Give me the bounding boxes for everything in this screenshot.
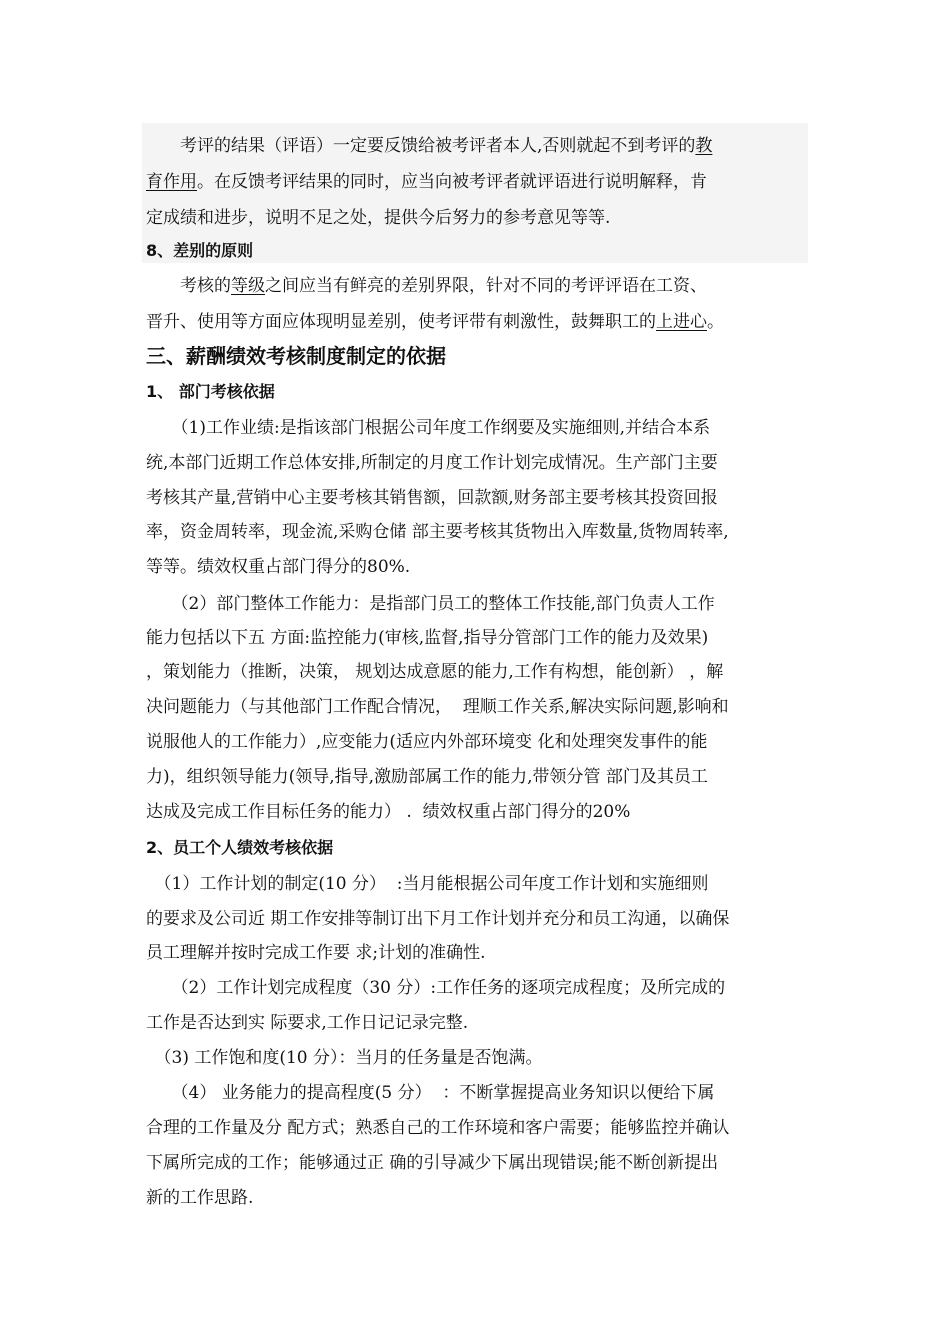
paragraph-line: （2）工作计划完成程度（30 分）:工作任务的逐项完成程度；及所完成的 bbox=[146, 978, 726, 998]
paragraph-line: 统,本部门近期工作总体安排,所制定的月度工作计划完成情况。生产部门主要 bbox=[146, 453, 718, 473]
underlined-term: 等级 bbox=[231, 276, 265, 296]
paragraph-line: 能力包括以下五 方面:监控能力(审核,监督,指导分管部门工作的能力及效果) bbox=[146, 628, 709, 648]
paragraph-line: （4） 业务能力的提高程度(5 分） ：不断掌握提高业务知识以便给下属 bbox=[146, 1083, 715, 1103]
paragraph-line: 定成绩和进步，说明不足之处，提供今后努力的参考意见等等. bbox=[146, 208, 611, 228]
paragraph-line: （2）部门整体工作能力：是指部门员工的整体工作技能,部门负责人工作 bbox=[146, 594, 715, 614]
paragraph-line: 合理的工作量及分 配方式；熟悉自己的工作环境和客户需要；能够监控并确认 bbox=[146, 1118, 730, 1138]
paragraph-line: 的要求及公司近 期工作安排等制订出下月工作计划并充分和员工沟通，以确保 bbox=[146, 909, 730, 929]
paragraph-line: 晋升、使用等方面应体现明显差别，使考评带有刺激性，鼓舞职工的上进心。 bbox=[146, 312, 724, 332]
paragraph-line: ，策划能力（推断，决策， 规划达成意愿的能力,工作有构想，能创新） ，解 bbox=[146, 662, 724, 682]
paragraph-line: 新的工作思路. bbox=[146, 1188, 254, 1208]
paragraph-line: 考核其产量,营销中心主要考核其销售额，回款额,财务部主要考核其投资回报 bbox=[146, 488, 718, 508]
chapter-heading: 三、薪酬绩效考核制度制定的依据 bbox=[146, 344, 446, 368]
paragraph-line: （1）工作计划的制定(10 分） :当月能根据公司年度工作计划和实施细则 bbox=[146, 874, 709, 894]
paragraph-line: 等等。绩效权重占部门得分的80%. bbox=[146, 557, 411, 577]
underlined-term: 育作用 bbox=[146, 172, 197, 192]
paragraph-line: 工作是否达到实 际要求,工作日记记录完整. bbox=[146, 1013, 469, 1033]
paragraph-line: （1)工作业绩:是指该部门根据公司年度工作纲要及实施细则,并结合本系 bbox=[146, 418, 711, 438]
paragraph-line: 率，资金周转率，现金流,采购仓储 部主要考核其货物出入库数量,货物周转率, bbox=[146, 522, 729, 542]
underlined-term: 教 bbox=[695, 136, 713, 156]
paragraph-line: 考评的结果（评语）一定要反馈给被考评者本人,否则就起不到考评的教 bbox=[146, 136, 713, 156]
paragraph-line: 达成及完成工作目标任务的能力） . 绩效权重占部门得分的20% bbox=[146, 802, 631, 822]
section-heading-2: 2、员工个人绩效考核依据 bbox=[146, 838, 334, 857]
paragraph-line: 员工理解并按时完成工作要 求;计划的准确性. bbox=[146, 943, 486, 963]
paragraph-line: 力)，组织领导能力(领导,指导,激励部属工作的能力,带领分管 部门及其员工 bbox=[146, 767, 708, 787]
paragraph-line: 说服他人的工作能力）,应变能力(适应内外部环境变 化和处理突发事件的能 bbox=[146, 732, 708, 752]
paragraph-line: 下属所完成的工作；能够通过正 确的引导减少下属出现错误;能不断创新提出 bbox=[146, 1153, 719, 1173]
paragraph-line: 考核的等级之间应当有鲜亮的差别界限，针对不同的考评评语在工资、 bbox=[146, 276, 707, 296]
paragraph-line: 育作用。在反馈考评结果的同时，应当向被考评者就评语进行说明解释，肯 bbox=[146, 172, 707, 192]
section-heading-1: 1、 部门考核依据 bbox=[146, 382, 275, 401]
section-heading-8: 8、差别的原则 bbox=[146, 241, 254, 260]
paragraph-line: （3) 工作饱和度(10 分）：当月的任务量是否饱满。 bbox=[146, 1048, 543, 1068]
underlined-term: 上进心 bbox=[656, 312, 707, 332]
paragraph-line: 决问题能力（与其他部门工作配合情况， 理顺工作关系,解决实际问题,影响和 bbox=[146, 697, 729, 717]
